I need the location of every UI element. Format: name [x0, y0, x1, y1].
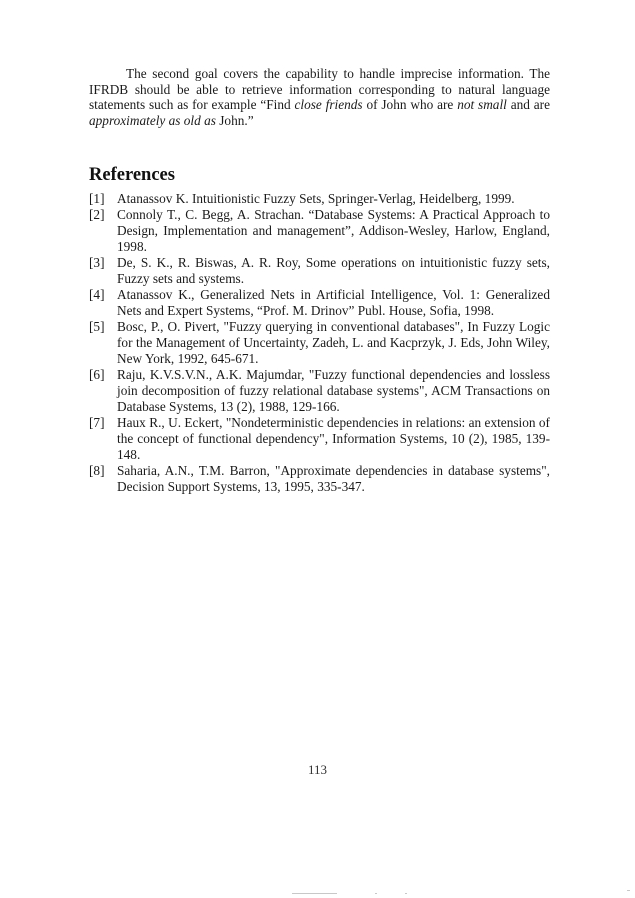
paragraph-text: [89, 66, 550, 128]
page-number: 113: [307, 762, 328, 777]
reference-text: Bosc, P., O. Pivert, "Fuzzy querying in conventional databases", In Fuzzy Logic for the Management of Uncertainty, Zadeh, L. and Kacprzyk, J. Eds, John Wiley, New York, 1992, 645-671.: [117, 319, 550, 366]
reference-item: [89, 207, 550, 255]
reference-number: [1]: [89, 191, 105, 206]
scan-artifact: [405, 893, 407, 894]
reference-item: [89, 287, 550, 319]
reference-number: [3]: [89, 255, 105, 270]
reference-text: Raju, K.V.S.V.N., A.K. Majumdar, "Fuzzy functional dependencies and lossless join decomposition of fuzzy relational database systems", ACM Transactions on Database Systems, 13 (2), 1988, 129-166.: [117, 366, 550, 414]
text-segment: of John who are: [362, 97, 458, 113]
reference-item: [89, 415, 550, 463]
reference-text: Haux R., U. Eckert, "Nondeterministic dependencies in relations: an extension of the concept of functional dependency", Information Systems, 10 (2), 1985, 139-148.: [117, 414, 550, 462]
reference-number: [2]: [89, 207, 105, 223]
references-heading: References: [89, 165, 175, 185]
reference-text: Atanassov K. Intuitionistic Fuzzy Sets, Springer-Verlag, Heidelberg, 1999.: [117, 191, 515, 206]
emphasis-approximately-as-old-as: approximately as old as: [89, 112, 216, 128]
reference-number: [8]: [89, 462, 105, 478]
reference-item: [89, 191, 550, 207]
scan-artifact: [375, 893, 377, 894]
reference-number: [4]: [89, 287, 105, 302]
reference-text: Connoly T., C. Begg, A. Strachan. “Database Systems: A Practical Approach to Design, Implementation and management”, Addison-Wesley, Harlow, England, 1998.: [117, 207, 550, 254]
body-paragraph: [89, 66, 550, 128]
emphasis-not-small: not small: [457, 97, 507, 113]
reference-text: Saharia, A.N., T.M. Barron, "Approximate dependencies in database systems", Decision Support Systems, 13, 1995, 335-347.: [117, 462, 550, 494]
reference-text: Atanassov K., Generalized Nets in Artificial Intelligence, Vol. 1: Generalized Nets and Expert Systems, “Prof. M. Drinov” Publ. House, Sofia, 1998.: [117, 287, 550, 318]
reference-item: [89, 367, 550, 415]
text-segment: and are: [506, 97, 550, 113]
reference-text: De, S. K., R. Biswas, A. R. Roy, Some operations on intuitionistic fuzzy sets, Fuzzy sets and systems.: [117, 255, 550, 286]
text-segment: John.”: [215, 112, 254, 128]
reference-number: [7]: [89, 414, 105, 430]
reference-item: [89, 319, 550, 367]
reference-item: [89, 255, 550, 287]
reference-number: [5]: [89, 319, 105, 334]
reference-item: [89, 463, 550, 495]
scan-artifact: [627, 890, 630, 891]
scan-artifact: [292, 893, 337, 894]
references-list: [89, 191, 550, 495]
emphasis-close-friends: close friends: [294, 97, 363, 113]
reference-number: [6]: [89, 366, 105, 382]
text-segment: The second goal covers the capability to handle imprecise information. The IFRDB should be able to retrieve information corresponding to natural language statements such as for example “Find: [89, 66, 550, 113]
